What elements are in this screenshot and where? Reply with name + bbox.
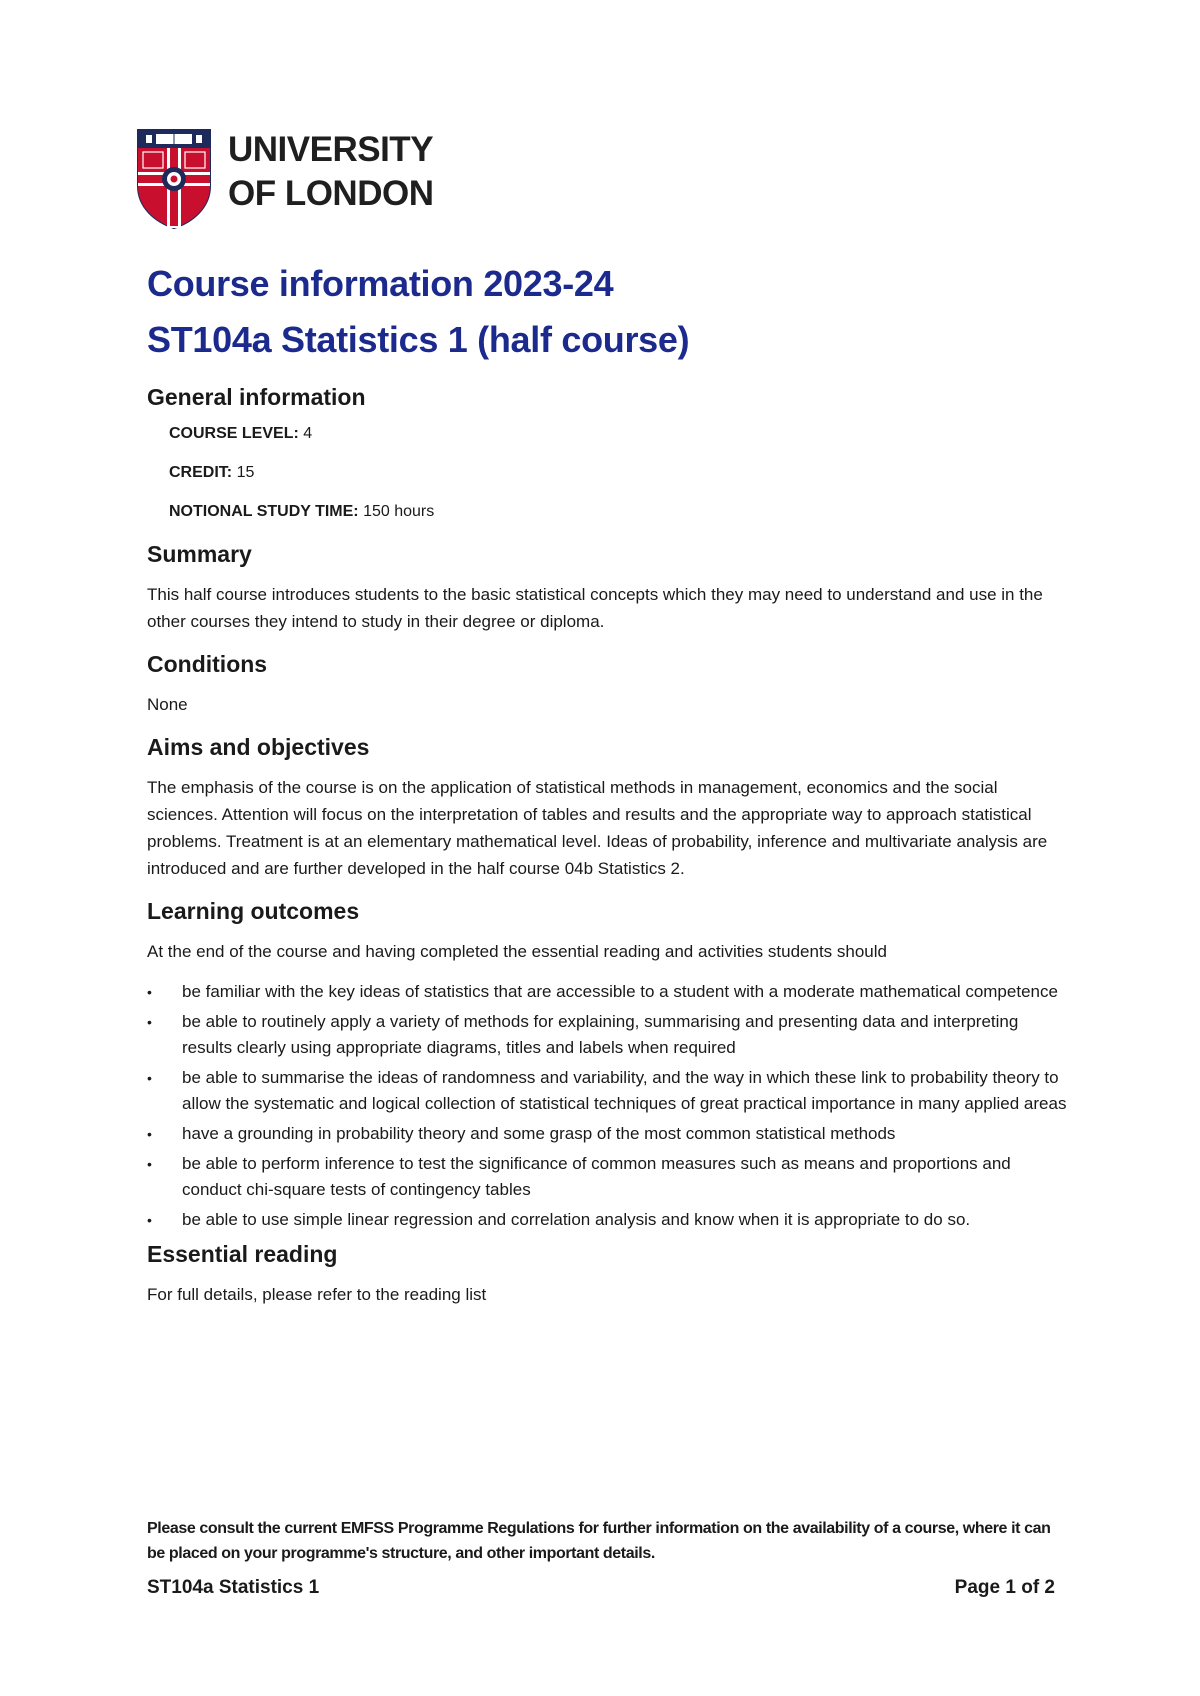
footer-course-name: ST104a Statistics 1 <box>147 1577 320 1598</box>
info-value: 150 hours <box>363 503 435 520</box>
summary-text: This half course introduces students to the basic statistical concepts which they may need to understand and use in the other courses they intend to study in their degree or diploma. <box>147 585 1043 631</box>
aims-text: The emphasis of the course is on the application of statistical methods in management, economics and the social sciences. Attention will focus on the interpretation of tables and results and the appropriate way to approach statistical problems. Treatment is at an elementary mathematical level. Ideas of probability, inference and multivariate analysis are introduced and are further developed in the half course 04b Statistics 2. <box>147 778 1048 878</box>
conditions-text: None <box>147 695 188 714</box>
page-title: Course information 2023-24 <box>147 263 614 304</box>
logo-line-1: UNIVERSITY <box>228 130 434 169</box>
general-info-heading: General information <box>147 384 366 410</box>
list-item: • be able to perform inference to test the significance of common measures such as means and proportions and conduct chi-square tests of contingency tables <box>147 1151 1067 1203</box>
bullet-icon: • <box>147 1070 152 1086</box>
crest-icon <box>136 128 212 230</box>
summary-heading: Summary <box>147 541 252 567</box>
bullet-icon: • <box>147 1156 152 1172</box>
list-item: • have a grounding in probability theory and some grasp of the most common statistical methods <box>147 1121 1067 1147</box>
info-item-study-time <box>169 502 1067 522</box>
info-item-credit <box>169 463 1067 483</box>
outcomes-intro: At the end of the course and having completed the essential reading and activities students should <box>147 942 887 961</box>
list-item: • be able to routinely apply a variety of methods for explaining, summarising and presenting data and interpreting results clearly using appropriate diagrams, titles and labels when required <box>147 1009 1067 1061</box>
bullet-icon: • <box>147 1126 152 1142</box>
outcomes-list <box>147 979 1067 1233</box>
general-info-list <box>169 424 1067 522</box>
course-title: ST104a Statistics 1 (half course) <box>147 319 690 360</box>
info-label: NOTIONAL STUDY TIME: <box>169 503 359 520</box>
aims-heading: Aims and objectives <box>147 734 370 760</box>
main-content <box>147 256 1067 1308</box>
conditions-heading: Conditions <box>147 651 268 677</box>
reading-heading: Essential reading <box>147 1241 338 1267</box>
list-item: • be able to summarise the ideas of randomness and variability, and the way in which these link to probability theory to allow the systematic and logical collection of statistical techniques of great practical importance in many applied areas <box>147 1065 1067 1117</box>
reading-text: For full details, please refer to the reading list <box>147 1285 487 1304</box>
bullet-icon: • <box>147 1014 152 1030</box>
list-item: • be able to use simple linear regression and correlation analysis and know when it is appropriate to do so. <box>147 1207 1067 1233</box>
bullet-icon: • <box>147 1212 152 1228</box>
info-label: COURSE LEVEL: <box>169 425 299 442</box>
logo-line-2: OF LONDON <box>228 174 434 213</box>
info-value: 4 <box>303 425 313 442</box>
university-logo <box>136 128 456 230</box>
info-value: 15 <box>236 464 255 481</box>
page-number: Page 1 of 2 <box>954 1577 1055 1598</box>
regulations-note: Please consult the current EMFSS Programme Regulations for further information on the availability of a course, where it can be placed on your programme's structure, and other important details. <box>147 1520 1051 1562</box>
page-footer <box>147 1573 1055 1603</box>
outcomes-heading: Learning outcomes <box>147 898 360 924</box>
list-item: • be familiar with the key ideas of statistics that are accessible to a student with a moderate mathematical competence <box>147 979 1067 1005</box>
info-label: CREDIT: <box>169 464 233 481</box>
bullet-icon: • <box>147 984 152 1000</box>
info-item-course-level <box>169 424 1067 444</box>
